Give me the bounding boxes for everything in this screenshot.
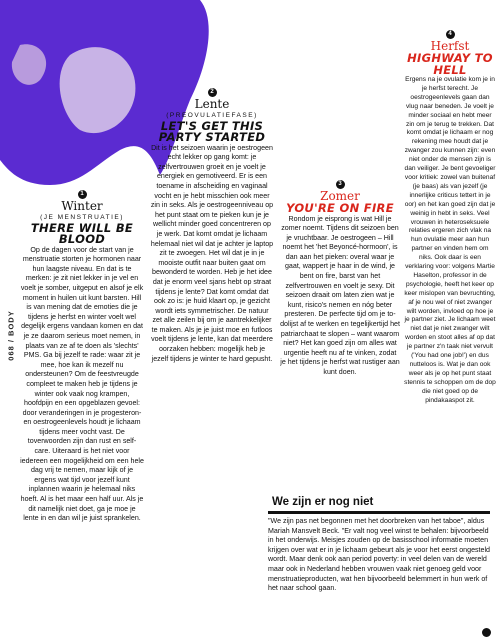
page-end-dot [482, 628, 491, 637]
season-title: Zomer [320, 189, 360, 203]
tagline: LET'S GET THIS PARTY STARTED [158, 118, 266, 145]
section-number: 2 [208, 88, 217, 97]
body-text: Rondom je eisprong is wat Hill je zomer noemt. Tijdens dit seizoen ben je vruchtbaar. Je oestrogeen – Hill noemt het 'het Beyoncé-hormoon', is dan aan het pieken: overal waar je gaat, wappert je haar in de wind, je bent on fire, barst van het zelfvertrouwen en voelt je sexy. Dit seizoen draait om laten zien wat je kunt, risico's nemen en nóg beter presteren. De perfecte tijd om je to-dolijst af te werken en tegelijkertijd het patriarchaat te slopen – want waarom niet? Het kan goed zijn om alles wat urgentie heeft nu af te vinken, zodat je het tijdens je herfst wat rustiger aan kunt doen. [280, 214, 400, 376]
column-winter [20, 190, 144, 524]
body-text: Op de dagen voor de start van je menstruatie storten je hormonen naar hun laagste niveau. En dat is te merken: je zit niet lekker in je vel en voelt je somber, uitgeput en alsof je elk moment in huilen uit kunt barsten. Hill is van mening dat de emoties die je tijdens je herfst en winter voelt wel degelijk ergens vandaan komen en dat je ze daarom serieus moet nemen, in plaats van ze af te doen als 'slechts' PMS. Ga bij jezelf te rade: waar zit je mee, hoe kan ik mezelf nu ondersteunen? Om de feestvreugde compleet te maken heb je tijdens je winter ook vaak nog krampen, hoofdpijn en een opgeblazen gevoel: door veranderingen in je progesteron- en oestrogeenlevels houdt je lichaam tijdens meer vocht vast. De toverwoorden zijn dan rust en self-care. Uiteraard is het niet voor iedereen een mogelijkheid om een hele dag vrij te nemen, maar kijk of je ergens wat tijd voor jezelf kunt inplannen waarin je helemaal niks hoeft. Al is het maar een half uur. Als je dit namelijk niet doet, ga je moe je lente in en dan wil je juist sprankelen. [20, 245, 144, 523]
section-number: 4 [446, 30, 455, 39]
section-number: 1 [78, 190, 87, 199]
column-zomer [280, 180, 400, 378]
subsection-body [268, 511, 490, 594]
tagline: YOU'RE ON FIRE [286, 201, 394, 215]
body-text: Dit is het seizoen waarin je oestrogeen echt lekker op gang komt: je zelfvertrouwen groeit en je voelt je energiek en gemotiveerd. Er is een toename in afscheiding en vaginaal vocht en je hebt misschien ook meer zin in seks. Als je oestrogeenniveau op het punt staat om te pieken kun je je wellicht minder goed concentreren op je werk. Dat komt omdat je lichaam helemaal niet wil dat je achter je laptop zit te zwoegen. Het wil dat je in je mooiste outfit naar buiten gaat om bewonderd te worden. Heb je het idee dat je enorm veel sjans hebt op straat tijdens je lente? Dat komt omdat dat ook zo is: je huid klaart op, je gezicht wordt iets symmetrischer. De natuur zet alle zeilen bij om je aantrekkelijker te maken. Als je je juist moe en futloos voelt tijdens je lente, kan dat meerdere oorzaken hebben: mogelijk heb je jezelf tijdens je winter te hard gepusht. [150, 143, 274, 363]
column-lente [150, 88, 274, 364]
body-text: Ergens na je ovulatie kom je in je herfst terecht. Je oestrogeenlevels gaan dan vlug naar beneden. Je voelt je minder sociaal en hebt meer zin om je terug te trekken. Dat komt omdat je lichaam er nog rekening mee houdt dat je zwanger zou kunnen zijn: even niet onder de mensen zijn is dan veiliger. Je bent gevoeliger voor kritiek: zowel van buitenaf (je baas) als van jezelf (je innerlijke criticus tettert in je oor) en het kan goed zijn dat je weinig in hebt in seks. Veel vrouwen in heteroseksuele relaties ergeren zich vlak na hun ovulatie meer aan hun partner en vinden hem om niks. Ook daar is een verklaring voor: volgens Martie Haselton, professor in de psychologie, heeft het keer op keer mislopen van bevruchting, af je nou wel of niet zwanger wilt worden, invloed op hoe je je partner ziet. Je lichaam weet niet dat je niet zwanger wilt worden en stoot alles af op dat je partner z'n taak niet vervult ('You had one job!') en dus nutteloos is. Wat je dan ook weer als je op het punt staat stennis te schoppen om de dop die niet goed op de pindakaaspot zit. [404, 76, 496, 404]
season-title: Herfst [430, 39, 470, 53]
section-label: 068 / BODY [6, 309, 16, 361]
subsection-box [268, 496, 490, 594]
season-title: Lente [194, 97, 230, 111]
subsection-text: "We zijn pas net begonnen met het doorbreken van het taboe", aldus Mariah Mansvelt Beck. "Er valt nog veel winst te behalen: bijvoorbeeld in het onderwijs. Meisjes zouden op de basisschool informatie moeten krijgen over wat er in je lichaam gebeurt als je voor het eerst ongesteld wordt. Maar denk ook aan period poverty: in veel delen van de wereld maar ook in Nederland hebben vrouwen vaak niet genoeg geld voor menstruatieproducten, wat hen bijvoorbeeld belemmert in hun werk of het naar school gaan. [268, 517, 490, 593]
section-number: 3 [336, 180, 345, 189]
subsection-title: We zijn er nog niet [272, 496, 374, 508]
season-title: Winter [61, 199, 103, 213]
tagline: HIGHWAY TO HELL [407, 51, 493, 77]
tagline: THERE WILL BE BLOOD [30, 220, 134, 247]
phase-label: (JE MENSTRUATIE) [40, 214, 124, 221]
phase-label: (PREOVULATIEFASE) [166, 112, 258, 119]
column-herfst [404, 30, 496, 406]
